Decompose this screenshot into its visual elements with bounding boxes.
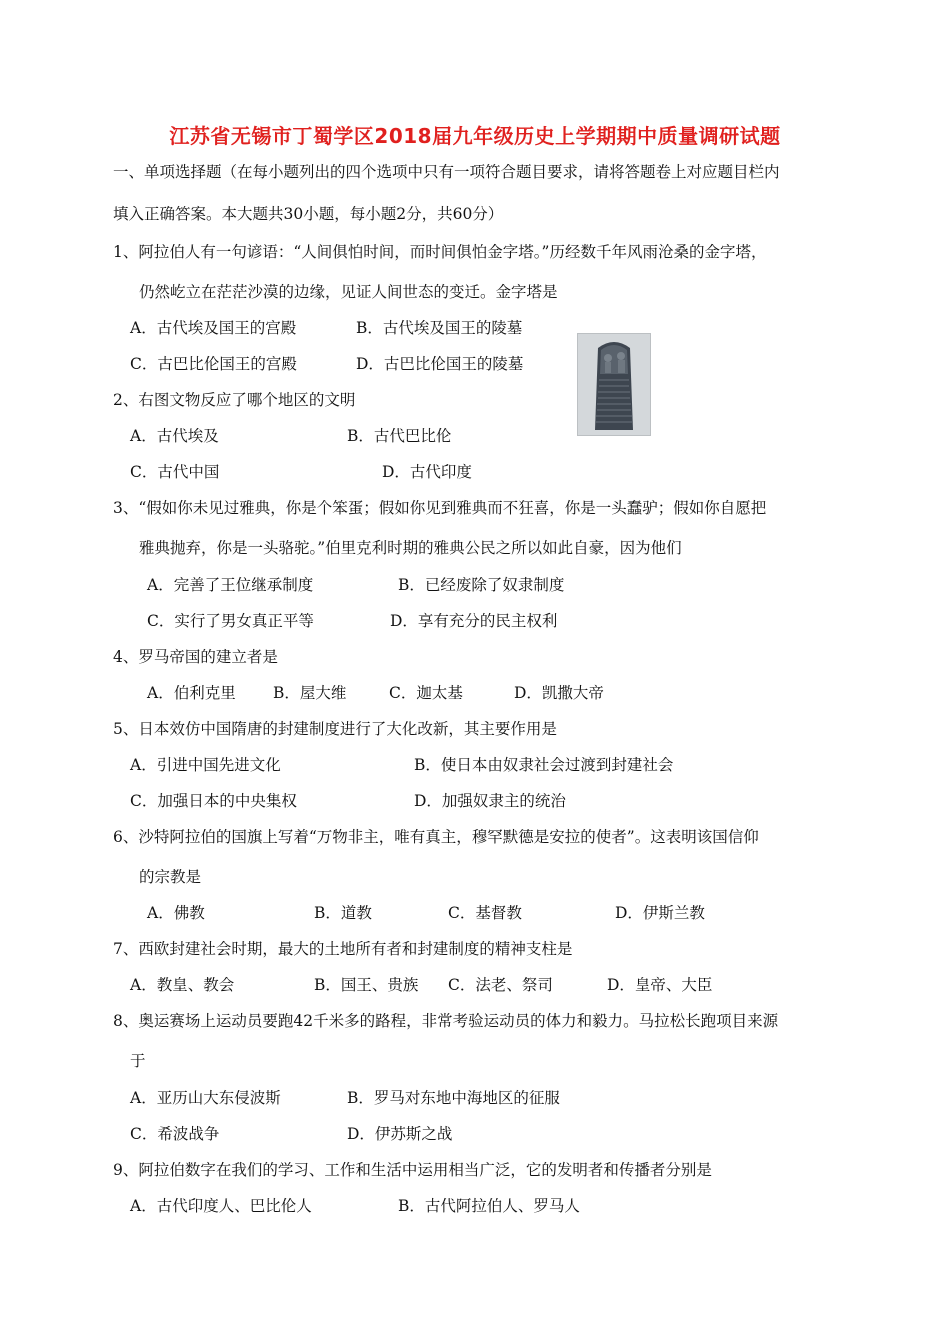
question-1-option-b: B．古代埃及国王的陵墓 xyxy=(356,319,523,337)
question-9-option-a: A．古代印度人、巴比伦人 xyxy=(130,1197,312,1215)
question-8-option-b: B．罗马对东地中海地区的征服 xyxy=(347,1089,560,1107)
question-6-option-a: A．佛教 xyxy=(147,904,205,922)
question-5-option-a: A．引进中国先进文化 xyxy=(130,756,281,774)
question-1-option-d: D．古巴比伦国王的陵墓 xyxy=(356,355,524,373)
page-title: 江苏省无锡市丁蜀学区2018届九年级历史上学期期中质量调研试题 xyxy=(169,124,781,148)
question-5-option-d: D．加强奴隶主的统治 xyxy=(414,792,566,810)
question-2-option-b: B．古代巴比伦 xyxy=(347,427,452,445)
question-8-option-d: D．伊苏斯之战 xyxy=(347,1125,453,1143)
question-6-stem-line1: 6、沙特阿拉伯的国旗上写着“万物非主，唯有真主，穆罕默德是安拉的使者”。这表明该国信仰 xyxy=(113,828,759,846)
question-2-option-a: A．古代埃及 xyxy=(130,427,219,445)
question-6-stem-line2: 的宗教是 xyxy=(139,868,202,886)
question-3-option-a: A．完善了王位继承制度 xyxy=(147,576,314,594)
question-1-option-a: A．古代埃及国王的宫殿 xyxy=(130,319,297,337)
question-8-stem-line2: 于 xyxy=(130,1052,146,1070)
question-4-option-b: B．屋大维 xyxy=(273,684,347,702)
section-instruction-line2: 填入正确答案。本大题共30小题，每小题2分，共60分） xyxy=(113,205,504,223)
question-7-option-c: C．法老、祭司 xyxy=(448,976,553,994)
question-4-option-c: C．迦太基 xyxy=(389,684,463,702)
question-6-option-d: D．伊斯兰教 xyxy=(615,904,705,922)
question-3-stem-line2: 雅典抛弃，你是一头骆驼。”伯里克利时期的雅典公民之所以如此自豪，因为他们 xyxy=(139,539,682,557)
question-6-option-c: C．基督教 xyxy=(448,904,522,922)
question-3-option-d: D．享有充分的民主权利 xyxy=(390,612,558,630)
question-3-option-c: C．实行了男女真正平等 xyxy=(147,612,314,630)
question-2-option-c: C．古代中国 xyxy=(130,463,220,481)
question-1-option-c: C．古巴比伦国王的宫殿 xyxy=(130,355,297,373)
stele-illustration xyxy=(578,334,650,435)
question-7-stem: 7、西欧封建社会时期，最大的土地所有者和封建制度的精神支柱是 xyxy=(113,940,573,958)
question-1-stem-line1: 1、阿拉伯人有一句谚语：“人间俱怕时间，而时间俱怕金字塔。”历经数千年风雨沧桑的金字塔， xyxy=(113,243,767,261)
question-5-stem: 5、日本效仿中国隋唐的封建制度进行了大化改新，其主要作用是 xyxy=(113,720,557,738)
question-4-option-a: A．伯利克里 xyxy=(147,684,236,702)
stele-icon xyxy=(577,333,651,436)
question-2-stem: 2、右图文物反应了哪个地区的文明 xyxy=(113,391,356,409)
question-2-option-d: D．古代印度 xyxy=(382,463,472,481)
question-7-option-d: D．皇帝、大臣 xyxy=(607,976,713,994)
question-7-option-b: B．国王、贵族 xyxy=(314,976,419,994)
question-1-stem-line2: 仍然屹立在茫茫沙漠的边缘，见证人间世态的变迁。金字塔是 xyxy=(139,283,558,301)
question-4-stem: 4、罗马帝国的建立者是 xyxy=(113,648,278,666)
section-instruction-line1: 一、单项选择题（在每小题列出的四个选项中只有一项符合题目要求，请将答题卷上对应题目栏内 xyxy=(113,163,780,181)
question-6-option-b: B．道教 xyxy=(314,904,372,922)
question-3-option-b: B．已经废除了奴隶制度 xyxy=(398,576,565,594)
question-5-option-b: B．使日本由奴隶社会过渡到封建社会 xyxy=(414,756,674,774)
question-4-option-d: D．凯撒大帝 xyxy=(514,684,604,702)
question-8-stem-line1: 8、奥运赛场上运动员要跑42千米多的路程，非常考验运动员的体力和毅力。马拉松长跑项目来源 xyxy=(113,1012,779,1030)
question-3-stem-line1: 3、“假如你未见过雅典，你是个笨蛋；假如你见到雅典而不狂喜，你是一头蠢驴；假如你自愿把 xyxy=(113,499,767,517)
question-8-option-a: A．亚历山大东侵波斯 xyxy=(130,1089,281,1107)
question-9-option-b: B．古代阿拉伯人、罗马人 xyxy=(398,1197,580,1215)
question-9-stem: 9、阿拉伯数字在我们的学习、工作和生活中运用相当广泛，它的发明者和传播者分别是 xyxy=(113,1161,712,1179)
question-8-option-c: C．希波战争 xyxy=(130,1125,220,1143)
question-5-option-c: C．加强日本的中央集权 xyxy=(130,792,297,810)
question-7-option-a: A．教皇、教会 xyxy=(130,976,235,994)
